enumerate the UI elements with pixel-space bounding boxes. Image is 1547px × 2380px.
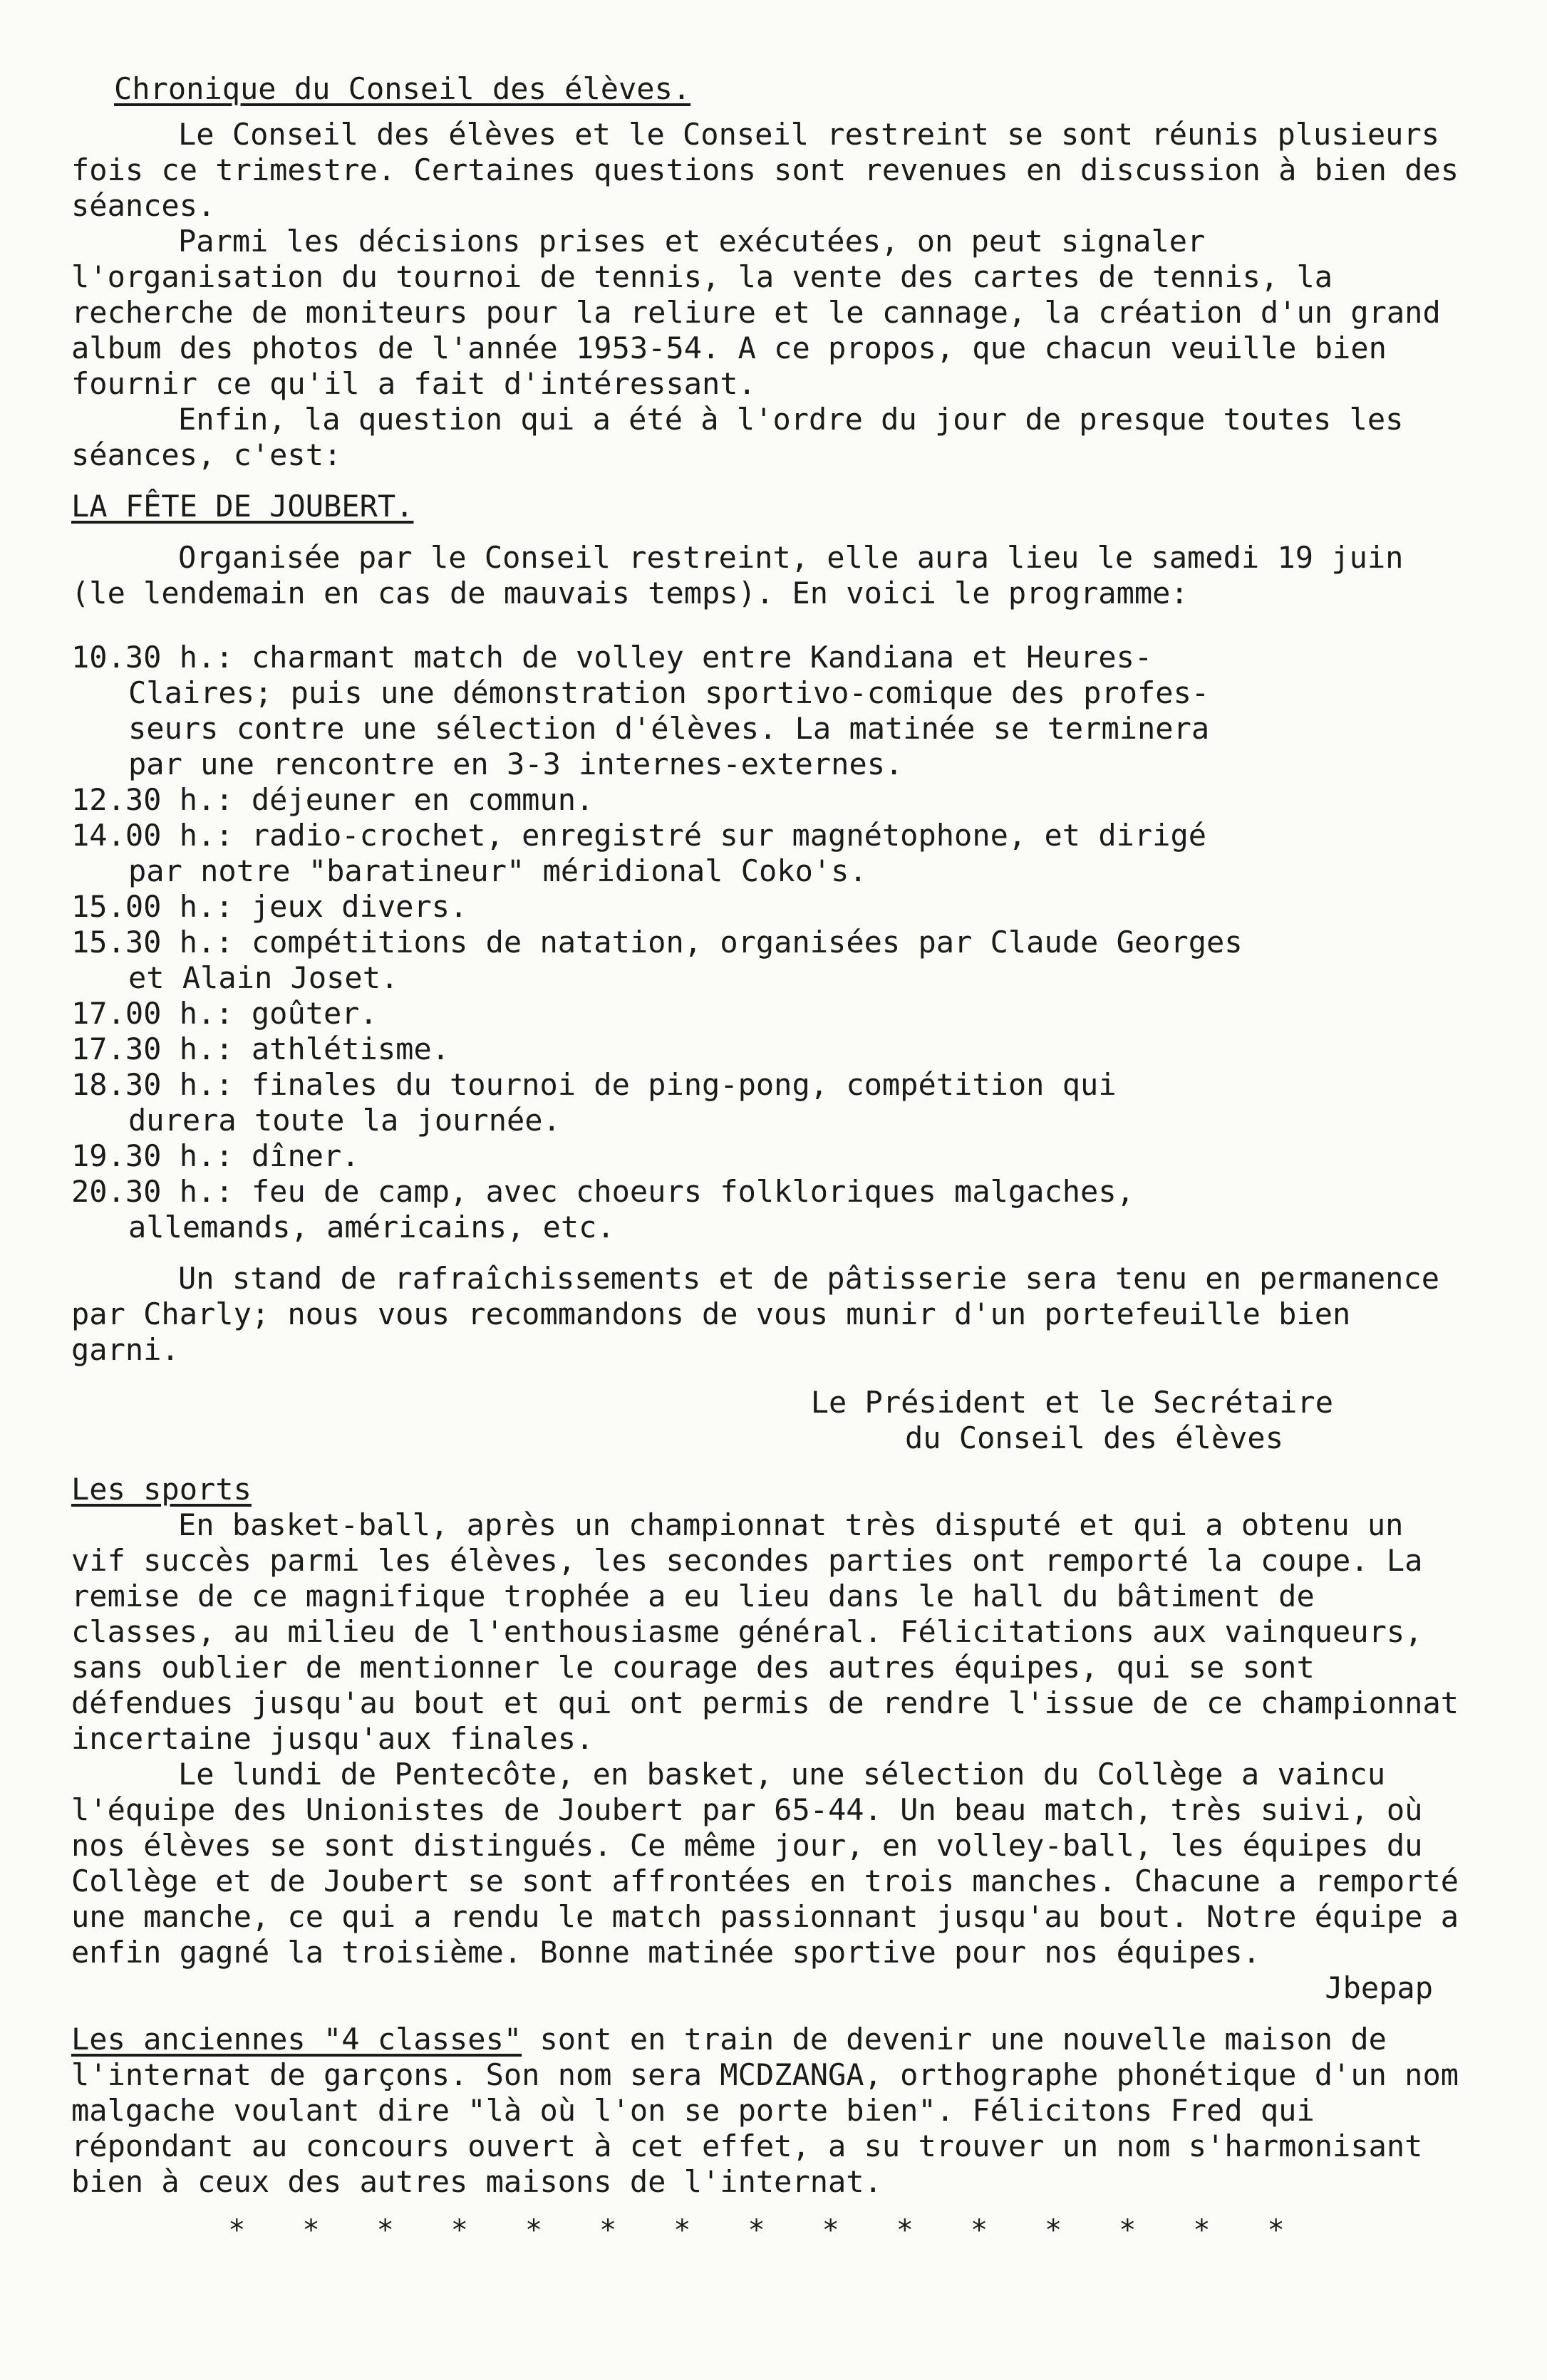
program-time: 12.30 h.: xyxy=(71,782,234,817)
program-text: radio-crochet, enregistré sur magnétophone, et dirigé xyxy=(251,818,1207,853)
program-text: feu de camp, avec choeurs folkloriques malgaches, xyxy=(251,1174,1134,1209)
program-time: 14.00 h.: xyxy=(71,818,234,853)
program-text-continued: durera toute la journée. xyxy=(128,1103,561,1138)
program-text-continued: et Alain Joset. xyxy=(128,960,399,995)
program-text: jeux divers. xyxy=(251,889,468,924)
program-item xyxy=(71,640,1461,782)
program-text-continued: Claires; puis une démonstration sportivo-comique des profes- xyxy=(128,675,1210,710)
fete-intro: Organisée par le Conseil restreint, elle aura lieu le samedi 19 juin (le lendemain en cas de mauvais temps). En voici le programme: xyxy=(71,540,1422,610)
program-item xyxy=(71,1031,1461,1067)
program-text: goûter. xyxy=(251,996,378,1031)
sports-paragraph-2: Le lundi de Pentecôte, en basket, une sélection du Collège a vaincu l'équipe des Unionistes de Joubert par 65-44. Un beau match, très suivi, où nos élèves se sont distingués. Ce même jour, en volley-ball, les équipes du Collège et de Joubert se sont affrontées en trois manches. Chacune a remporté une manche, ce qui a rendu le match passionnant jusqu'au bout. Notre équipe a enfin gagné la troisième. Bonne matinée sportive pour nos équipes. xyxy=(71,1757,1477,1970)
program-text: dîner. xyxy=(251,1138,360,1173)
program-time: 17.00 h.: xyxy=(71,996,234,1031)
page-title: Chronique du Conseil des élèves. xyxy=(114,71,691,106)
classes-text: sont en train de devenir une nouvelle maison de l'internat de garçons. Son nom sera MCDZANGA, orthographe phonétique d'un nom malgache voulant dire "là où l'on se porte bien". Félicitons Fred qui répondant au concours ouvert à cet effet, a su trouver un nom s'harmonisant bien à ceux des autres maisons de l'internat. xyxy=(71,2022,1477,2199)
program-item xyxy=(71,1067,1461,1138)
conseil-paragraph-2: Parmi les décisions prises et exécutées, on peut signaler l'organisation du tournoi de tennis, la vente des cartes de tennis, la recherche de moniteurs pour la reliure et le cannage, la création d'un grand album des photos de l'année 1953-54. A ce propos, que chacun veuille bien fournir ce qu'il a fait d'intéressant. xyxy=(71,224,1459,401)
sports-paragraph-1: En basket-ball, après un championnat très disputé et qui a obtenu un vif succès parmi les élèves, les secondes parties ont remporté la coupe. La remise de ce magnifique trophée a eu lieu dans le hall du bâtiment de classes, au milieu de l'enthousiasme général. Félicitations aux vainqueurs, sans oublier de mentionner le courage des autres équipes, qui se sont défendues jusqu'au bout et qui ont permis de rendre l'issue de ce championnat incertaine jusqu'aux finales. xyxy=(71,1507,1477,1756)
program-text: compétitions de natation, organisées par Claude Georges xyxy=(251,925,1243,960)
program-time: 10.30 h.: xyxy=(71,640,234,675)
program-time: 20.30 h.: xyxy=(71,1174,234,1209)
signature-line-1: Le Président et le Secrétaire xyxy=(810,1385,1333,1420)
program-item xyxy=(71,925,1461,996)
program-text: finales du tournoi de ping-pong, compétition qui xyxy=(251,1067,1117,1102)
program-text: athlétisme. xyxy=(251,1031,450,1066)
sports-signature: Jbepap xyxy=(1325,1970,1433,2005)
program-time: 15.00 h.: xyxy=(71,889,234,924)
program-text: charmant match de volley entre Kandiana et Heures- xyxy=(251,640,1153,675)
program-time: 19.30 h.: xyxy=(71,1138,234,1173)
program-text-continued: allemands, américains, etc. xyxy=(128,1210,615,1244)
conseil-paragraph-1: Le Conseil des élèves et le Conseil restreint se sont réunis plusieurs fois ce trimestre. Certaines questions sont revenues en discussion à bien des séances. xyxy=(71,117,1477,223)
program-item xyxy=(71,889,1461,925)
sports-heading: Les sports xyxy=(71,1472,252,1507)
program-text: déjeuner en commun. xyxy=(251,782,594,817)
signature-line-2: du Conseil des élèves xyxy=(904,1420,1283,1455)
program-text-continued: seurs contre une sélection d'élèves. La matinée se terminera xyxy=(128,711,1210,746)
program-item xyxy=(71,1174,1461,1245)
program-time: 18.30 h.: xyxy=(71,1067,234,1102)
program-text-continued: par notre "baratineur" méridional Coko's. xyxy=(128,853,867,888)
program-time: 17.30 h.: xyxy=(71,1031,234,1066)
classes-heading: Les anciennes "4 classes" xyxy=(71,2022,522,2057)
conseil-paragraph-3: Enfin, la question qui a été à l'ordre du jour de presque toutes les séances, c'est: xyxy=(71,402,1422,472)
program-item xyxy=(71,818,1461,889)
fete-program xyxy=(71,640,1461,1245)
program-item xyxy=(71,996,1461,1031)
fete-signature xyxy=(71,1385,1461,1456)
footer-stars: * * * * * * * * * * * * * * * xyxy=(228,2214,1305,2247)
program-text-continued: par une rencontre en 3-3 internes-externes. xyxy=(128,747,904,781)
classes-paragraph xyxy=(71,2022,1477,2200)
program-time: 15.30 h.: xyxy=(71,925,234,960)
program-item xyxy=(71,1138,1461,1174)
fete-stand-paragraph: Un stand de rafraîchissements et de pâtisserie sera tenu en permanence par Charly; nous vous recommandons de vous munir d'un portefeuille bien garni. xyxy=(71,1261,1458,1367)
fete-heading: LA FÊTE DE JOUBERT. xyxy=(71,489,414,524)
program-item xyxy=(71,782,1461,818)
